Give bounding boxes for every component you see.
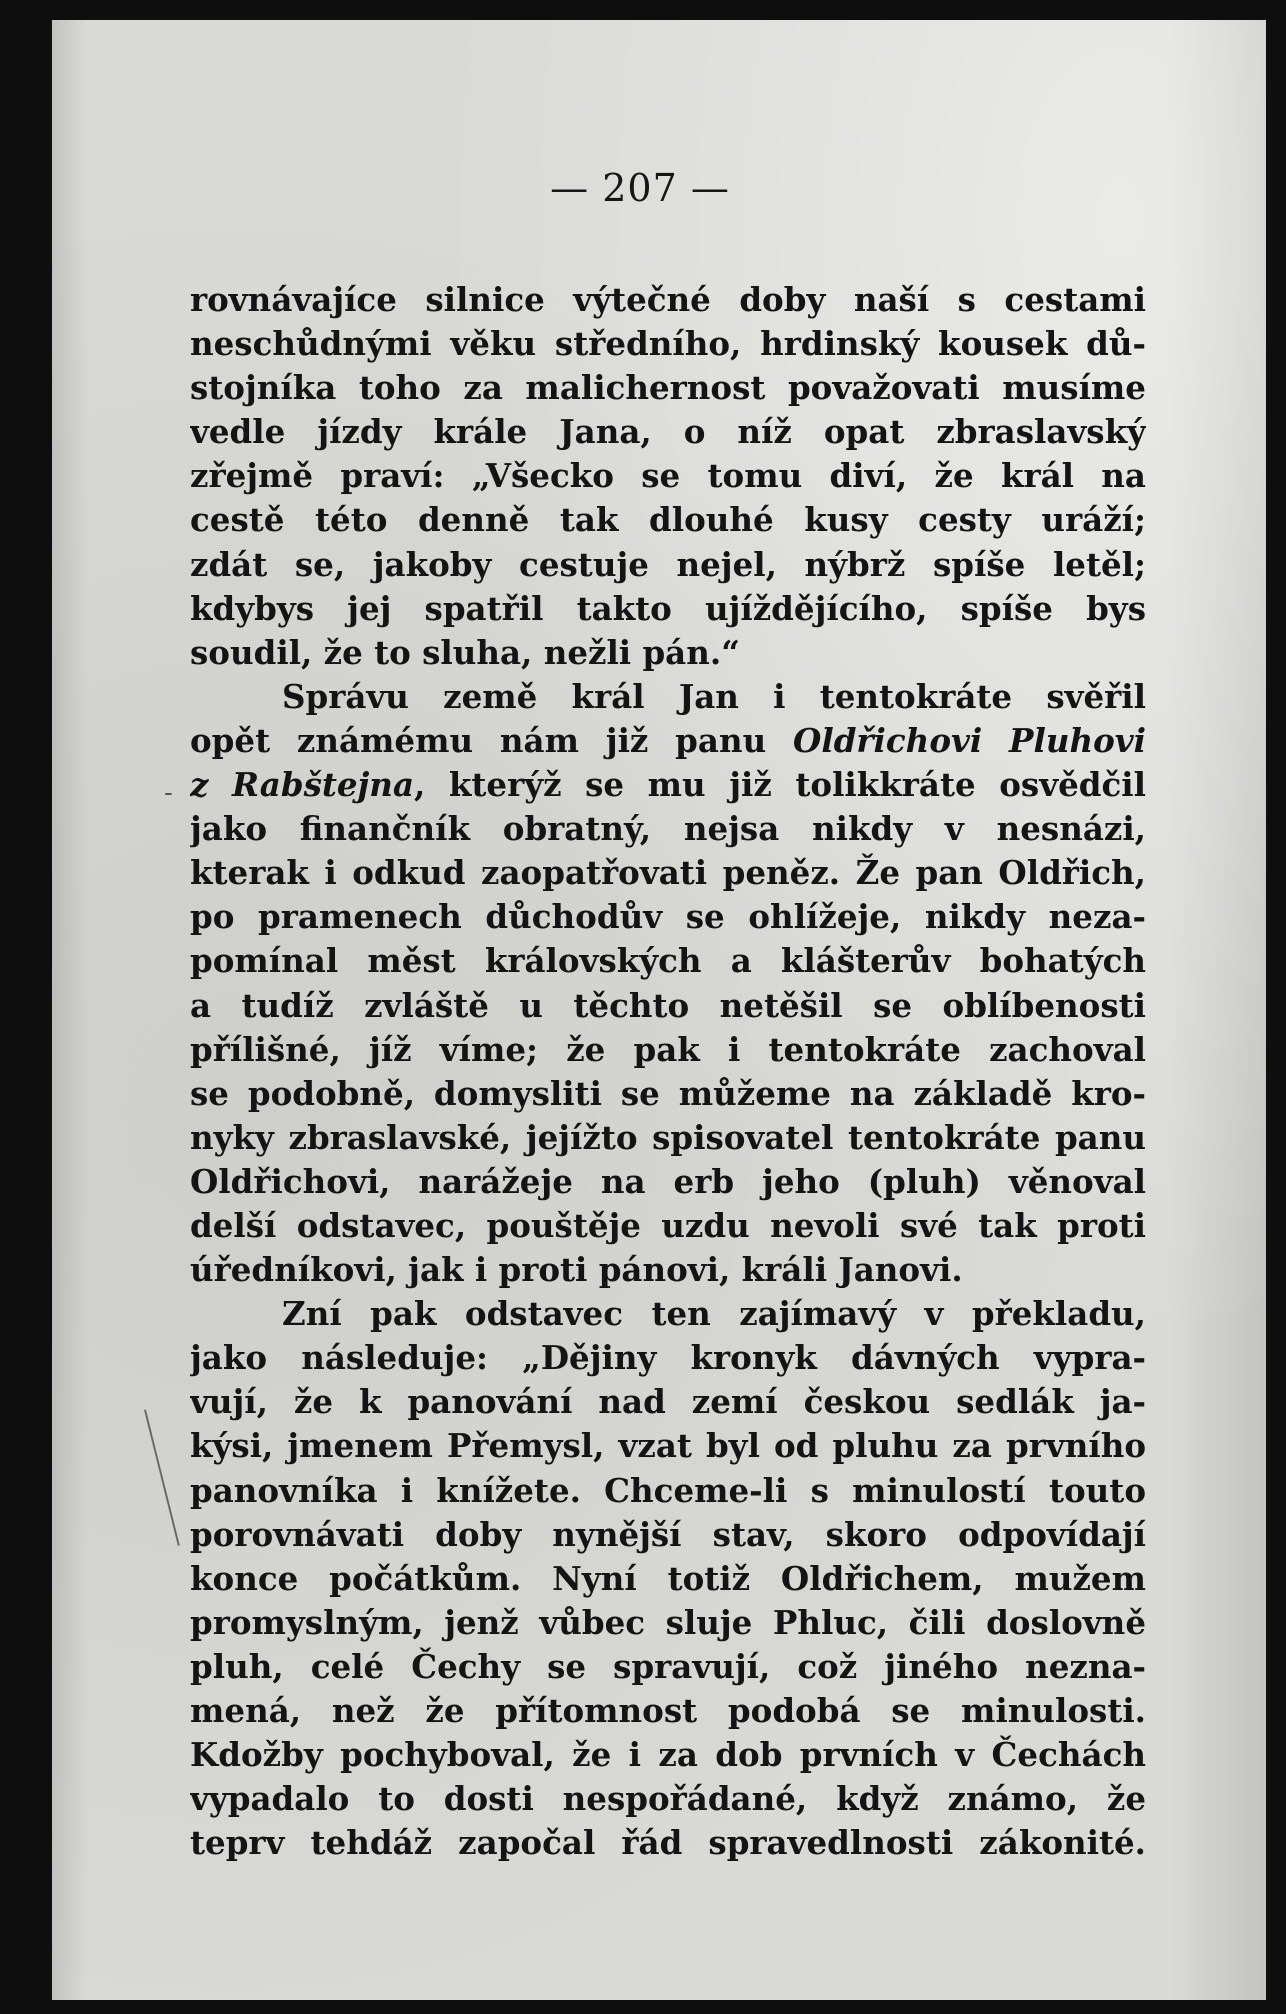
text-line: mená, než že přítomnost podobá se minulosti. bbox=[190, 1691, 1146, 1730]
text-line: Správu země král Jan i tentokráte svěřil bbox=[282, 676, 1146, 716]
text-line: vují, že k panování nad zemí českou sedlák ja- bbox=[190, 1382, 1146, 1422]
paper-sheet bbox=[52, 20, 1266, 2000]
text-segment: opět známému nám již panu bbox=[190, 720, 767, 760]
text-line: teprv tehdáž započal řád spravedlnosti zákonité. bbox=[190, 1823, 1146, 1863]
body-text bbox=[190, 278, 1146, 1865]
text-line: promyslným, jenž vůbec sluje Phluc, čili doslovně bbox=[190, 1602, 1146, 1642]
text-line: neschůdnými věku středního, hrdinský kousek dů- bbox=[190, 324, 1146, 364]
italic-name: Oldřichovi Pluhovi bbox=[793, 720, 1146, 760]
text-line: po pramenech důchodův se ohlížeje, nikdy neza- bbox=[190, 897, 1146, 937]
text-line: úředníkovi, jak i proti pánovi, králi Janovi. bbox=[190, 1250, 963, 1290]
text-line: porovnávati doby nynější stav, skoro odpovídají bbox=[190, 1514, 1146, 1554]
text-line: vedle jízdy krále Jana, o níž opat zbraslavský bbox=[190, 412, 1146, 452]
text-line: a tudíž zvláště u těchto netěšil se oblíbenosti bbox=[190, 985, 1146, 1025]
text-line: nyky zbraslavské, jejížto spisovatel tentokráte panu bbox=[190, 1117, 1146, 1157]
text-line: konce počátkům. Nyní totiž Oldřichem, mužem bbox=[190, 1558, 1146, 1598]
text-line: vypadalo to dosti nespořádané, když známo, že bbox=[190, 1779, 1146, 1819]
text-line: kdybys jej spatřil takto ujíždějícího, spíše bys bbox=[190, 588, 1146, 628]
text-line: pomínal měst královských a klášterův bohatých bbox=[190, 941, 1146, 981]
page-number: — 207 — bbox=[550, 166, 730, 210]
text-line: rovnávajíce silnice výtečné doby naší s cestami bbox=[190, 280, 1146, 319]
text-line: stojníka toho za malichernost považovati musíme bbox=[190, 368, 1146, 408]
text-line: Kdožby pochyboval, že i za dob prvních v Čechách bbox=[190, 1735, 1146, 1775]
text-line: pluh, celé Čechy se spravují, což jiného nezna- bbox=[190, 1646, 1146, 1686]
text-line: jako následuje: „Dějiny kronyk dávných vypra- bbox=[190, 1338, 1146, 1378]
text-line: se podobně, domysliti se můžeme na základě kro- bbox=[190, 1073, 1146, 1113]
text-line: panovníka i knížete. Chceme-li s minulostí touto bbox=[190, 1470, 1146, 1510]
text-line: zdát se, jakoby cestuje nejel, nýbrž spíše letěl; bbox=[190, 544, 1146, 584]
text-line: Zní pak odstavec ten zajímavý v překladu, bbox=[282, 1294, 1146, 1334]
text-line: zřejmě praví: „Všecko se tomu diví, že král na bbox=[190, 456, 1146, 496]
text-line: delší odstavec, pouštěje uzdu nevoli své tak proti bbox=[190, 1205, 1146, 1245]
text-line: přílišné, jíž víme; že pak i tentokráte zachoval bbox=[190, 1029, 1146, 1069]
text-segment: , kterýž se mu již tolikkráte osvědčil bbox=[414, 765, 1146, 805]
text-line: soudil, že to sluha, nežli pán.“ bbox=[190, 632, 740, 672]
text-line bbox=[190, 719, 1146, 763]
text-line: kterak i odkud zaopatřovati peněz. Že pan Oldřich, bbox=[190, 853, 1146, 893]
margin-mark: - bbox=[164, 778, 173, 808]
text-line: Oldřichovi, narážeje na erb jeho (pluh) věnoval bbox=[190, 1161, 1146, 1201]
text-line: kýsi, jmenem Přemysl, vzat byl od pluhu za prvního bbox=[190, 1426, 1146, 1466]
text-line bbox=[190, 763, 1146, 807]
text-line: cestě této denně tak dlouhé kusy cesty uráží; bbox=[190, 500, 1146, 540]
margin-pencil-stroke bbox=[144, 1410, 180, 1546]
text-line: jako finančník obratný, nejsa nikdy v nesnázi, bbox=[190, 809, 1146, 849]
italic-name: z Rabštejna bbox=[190, 765, 414, 805]
